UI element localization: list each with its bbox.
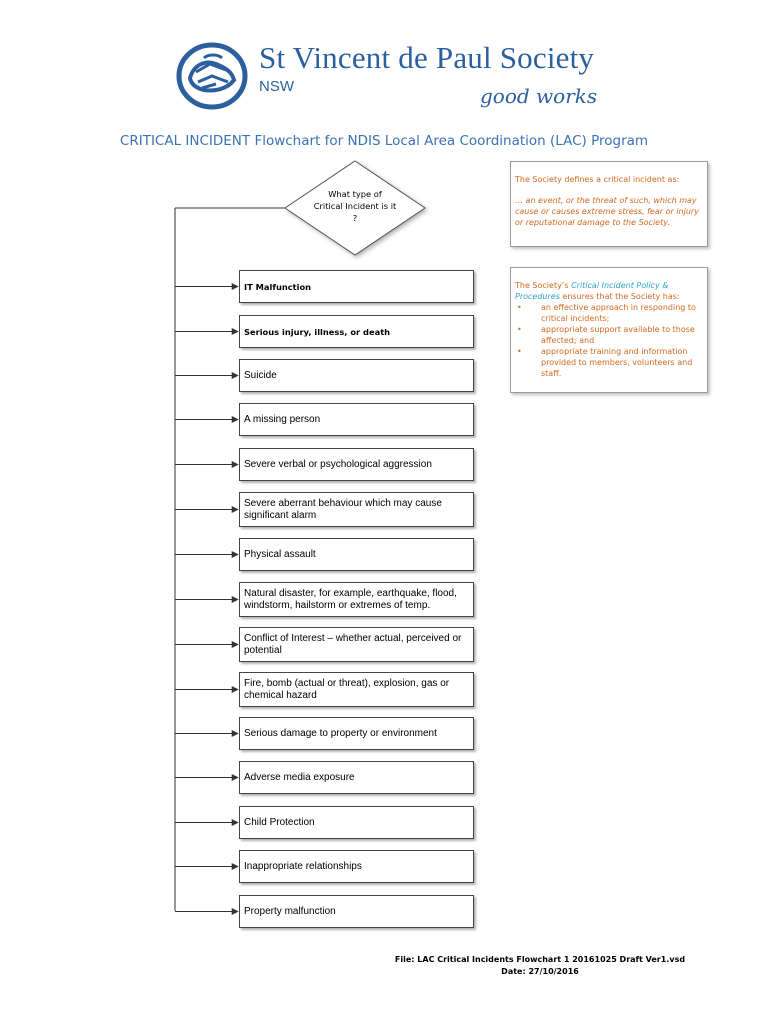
policy-intro	[515, 280, 703, 302]
incident-box-aberrant-behaviour: Severe aberrant behaviour which may cause significant alarm	[239, 492, 474, 527]
decision-line: What type of	[328, 189, 382, 199]
incident-box-media-exposure: Adverse media exposure	[239, 761, 474, 794]
list-item	[515, 302, 703, 324]
incident-box-inappropriate-relationships: Inappropriate relationships	[239, 850, 474, 883]
bullet-icon: •	[517, 303, 522, 312]
policy-box	[510, 267, 708, 393]
incident-box-suicide: Suicide	[239, 359, 474, 392]
incident-box-property-malfunction: Property malfunction	[239, 895, 474, 928]
incident-box-child-protection: Child Protection	[239, 806, 474, 839]
brand-region: NSW	[259, 78, 294, 95]
policy-item-text: an effective approach in responding to critical incidents;	[541, 303, 696, 323]
incident-box-verbal-aggression: Severe verbal or psychological aggression	[239, 448, 474, 481]
decision-line: ?	[352, 213, 358, 223]
incident-box-natural-disaster: Natural disaster, for example, earthquake, flood, windstorm, hailstorm or extremes of temp.	[239, 582, 474, 617]
page-title: CRITICAL INCIDENT Flowchart for NDIS Local Area Coordination (LAC) Program	[119, 133, 649, 149]
bullet-icon: •	[517, 347, 522, 356]
incident-box-property-damage: Serious damage to property or environment	[239, 717, 474, 750]
incident-box-it-malfunction: IT Malfunction	[239, 270, 474, 303]
policy-intro-text: ensures that the Society has:	[559, 292, 680, 301]
decision-question	[300, 188, 410, 224]
brand-tagline: good works	[480, 84, 598, 108]
policy-item-text: appropriate support available to those affected; and	[541, 325, 695, 345]
policy-list	[515, 302, 703, 379]
footer-date: Date: 27/10/2016	[501, 967, 579, 976]
bullet-icon: •	[517, 325, 522, 334]
incident-box-physical-assault: Physical assault	[239, 538, 474, 571]
brand-name: St Vincent de Paul Society	[259, 40, 595, 75]
definition-text: … an event, or the threat of such, which may cause or causes extreme stress, fear or injury or reputational damage to the Society.	[515, 196, 699, 227]
incident-box-fire-bomb: Fire, bomb (actual or threat), explosion, gas or chemical hazard	[239, 672, 474, 707]
incident-box-serious-injury: Serious injury, illness, or death	[239, 315, 474, 348]
incident-box-missing-person: A missing person	[239, 403, 474, 436]
policy-intro-text: The Society’s	[515, 281, 572, 290]
list-item	[515, 324, 703, 346]
decision-line: Critical Incident is it	[313, 201, 397, 211]
definition-heading: The Society defines a critical incident as:	[515, 175, 680, 184]
definition-box	[510, 161, 708, 247]
footer-file: File: LAC Critical Incidents Flowchart 1 20161025 Draft Ver1.vsd	[394, 955, 686, 964]
incident-box-conflict-of-interest: Conflict of Interest – whether actual, perceived or potential	[239, 627, 474, 662]
policy-item-text: appropriate training and information provided to members, volunteers and staff.	[541, 347, 693, 378]
policy-link[interactable]: Critical Incident Policy & Procedures	[515, 281, 669, 301]
list-item	[515, 346, 703, 379]
